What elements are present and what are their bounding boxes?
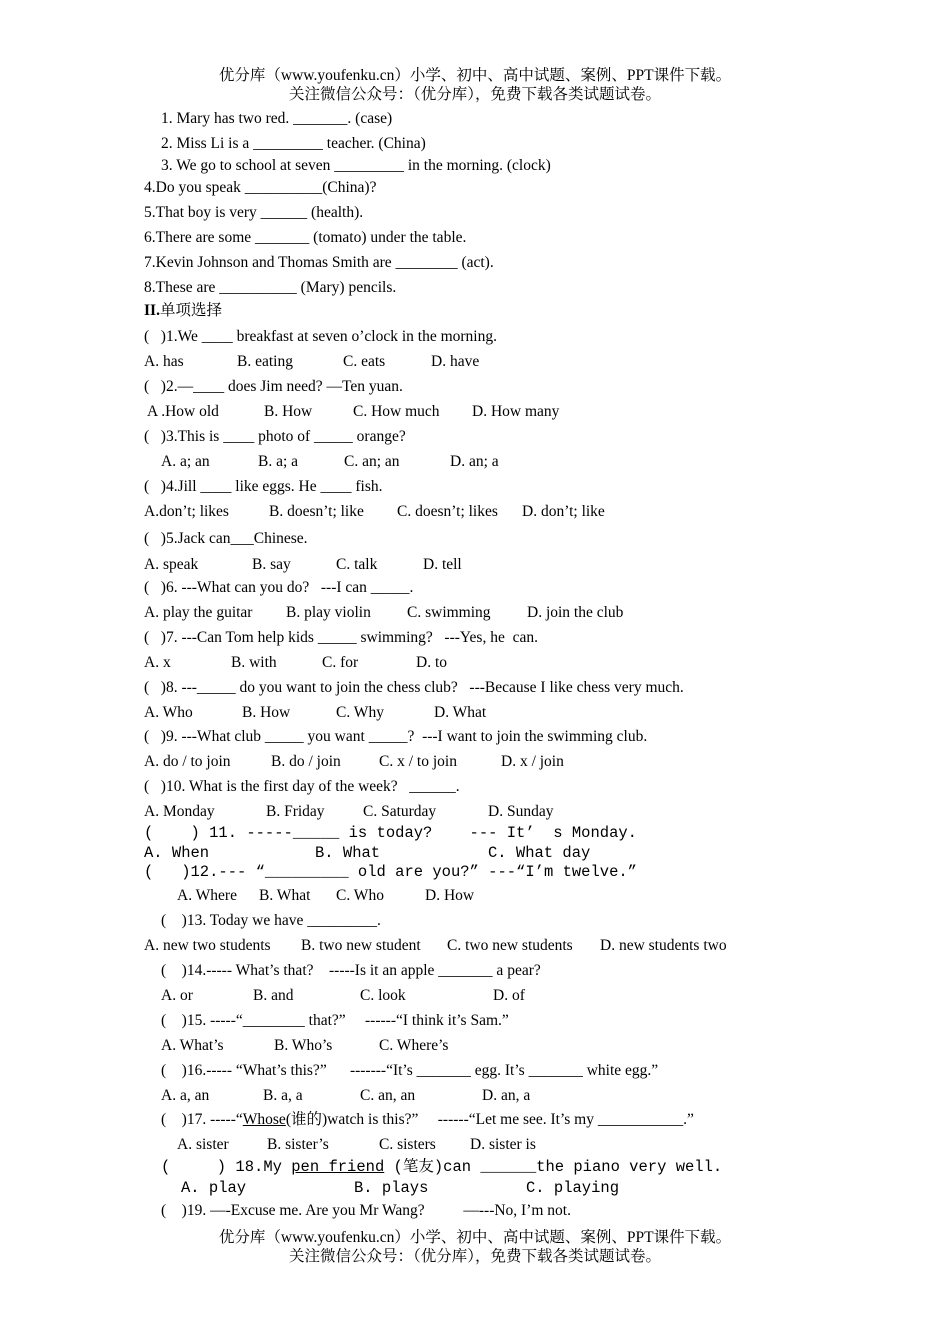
q7-option-c: C. for — [322, 654, 359, 671]
q16-option-b: B. a, a — [263, 1087, 303, 1104]
q13-option-c: C. two new students — [447, 937, 573, 954]
q3-option-a: A. a; an — [161, 453, 210, 470]
q17-option-d: D. sister is — [470, 1136, 536, 1153]
question-8: ( )8. ---_____ do you want to join the chess club? ---Because I like chess very much. — [144, 679, 684, 696]
q9-option-c: C. x / to join — [379, 753, 457, 770]
q18-option-c: C. playing — [526, 1179, 620, 1197]
q9-option-b: B. do / join — [271, 753, 341, 770]
question-7: ( )7. ---Can Tom help kids _____ swimming? ---Yes, he can. — [144, 629, 538, 646]
q3-option-b: B. a; a — [258, 453, 299, 470]
q10-option-b: B. Friday — [266, 803, 325, 820]
q9-option-a: A. do / to join — [144, 753, 231, 770]
question-18 — [161, 1160, 722, 1176]
q14-option-b: B. and — [253, 987, 294, 1004]
q6-option-a: A. play the guitar — [144, 604, 253, 621]
q17-rest: watch is this?” ------“Let me see. It’s my ___________.” — [327, 1111, 694, 1128]
question-15: ( )15. -----“________ that?” ------“I think it’s Sam.” — [161, 1012, 509, 1029]
q4-option-d: D. don’t; like — [522, 503, 605, 520]
q9-option-d: D. x / join — [501, 753, 564, 770]
footer-line-2: 关注微信公众号：（优分库），免费下载各类试题试卷。 — [288, 1248, 661, 1265]
q15-option-a: A. What’s — [161, 1037, 224, 1054]
q2-option-d: D. How many — [472, 403, 560, 420]
q2-option-b: B. How — [264, 403, 313, 420]
q17-chinese-gloss: (谁的) — [285, 1111, 328, 1128]
q1-option-a: A. has — [144, 353, 184, 370]
q18-option-a: A. play — [181, 1179, 247, 1197]
q6-option-d: D. join the club — [527, 604, 624, 621]
q2-option-a: A .How old — [147, 403, 219, 420]
q4-option-c: C. doesn’t; likes — [397, 503, 498, 520]
q17-option-b: B. sister’s — [267, 1136, 329, 1153]
q12-option-d: D. How — [425, 887, 475, 904]
part1-item-3: 3. We go to school at seven _________ in the morning. (clock) — [161, 157, 551, 174]
part1-item-1: 1. Mary has two red. _______. (case) — [161, 110, 393, 127]
q10-option-c: C. Saturday — [363, 803, 437, 820]
header-line-2: 关注微信公众号：（优分库），免费下载各类试题试卷。 — [288, 86, 661, 103]
header-line-1: 优分库（www.youfenku.cn）小学、初中、高中试题、案例、PPT课件下载。 — [218, 67, 732, 84]
q12-option-c: C. Who — [336, 887, 384, 904]
q8-option-d: D. What — [434, 704, 487, 721]
q11-option-a: A. When — [144, 844, 210, 862]
q2-option-c: C. How much — [353, 403, 440, 420]
q17-option-a: A. sister — [177, 1136, 229, 1153]
q4-option-a: A.don’t; likes — [144, 503, 229, 520]
question-14: ( )14.----- What’s that? -----Is it an apple _______ a pear? — [161, 962, 541, 979]
q6-option-b: B. play violin — [286, 604, 371, 621]
section-heading — [144, 303, 222, 319]
q18-option-b: B. plays — [354, 1179, 429, 1197]
q3-option-c: C. an; an — [344, 453, 400, 470]
q12-option-a: A. Where — [177, 887, 237, 904]
q3-option-d: D. an; a — [450, 453, 499, 470]
question-6: ( )6. ---What can you do? ---I can _____. — [144, 579, 414, 596]
q14-option-a: A. or — [161, 987, 193, 1004]
question-2: ( )2.—____ does Jim need? —Ten yuan. — [144, 378, 403, 395]
q18-rest: (笔友)can ______the piano very well. — [384, 1158, 723, 1176]
q12-option-b: B. What — [259, 887, 311, 904]
q13-option-b: B. two new student — [301, 937, 421, 954]
q1-option-d: D. have — [431, 353, 480, 370]
q7-option-b: B. with — [231, 654, 277, 671]
question-17 — [161, 1112, 694, 1128]
part1-item-2: 2. Miss Li is a _________ teacher. (China) — [161, 135, 426, 152]
q7-option-d: D. to — [416, 654, 447, 671]
q8-option-b: B. How — [242, 704, 291, 721]
q6-option-c: C. swimming — [407, 604, 491, 621]
part1-item-5: 5.That boy is very ______ (health). — [144, 204, 364, 221]
q14-option-d: D. of — [493, 987, 525, 1004]
q7-option-a: A. x — [144, 654, 171, 671]
q18-prefix: ( ) 18.My — [161, 1158, 292, 1176]
q4-option-b: B. doesn’t; like — [269, 503, 364, 520]
q10-option-a: A. Monday — [144, 803, 215, 820]
q16-option-d: D. an, a — [482, 1087, 531, 1104]
question-11: ( ) 11. -----_____ is today? --- It’ s Monday. — [144, 824, 637, 842]
part1-item-4: 4.Do you speak __________(China)? — [144, 179, 377, 196]
q5-option-c: C. talk — [336, 556, 378, 573]
q8-option-a: A. Who — [144, 704, 193, 721]
q5-option-d: D. tell — [423, 556, 462, 573]
q10-option-d: D. Sunday — [488, 803, 554, 820]
q18-underlined-phrase: pen friend — [291, 1158, 385, 1176]
q15-option-c: C. Where’s — [379, 1037, 449, 1054]
q11-option-c: C. What day — [488, 844, 591, 862]
question-4: ( )4.Jill ____ like eggs. He ____ fish. — [144, 478, 383, 495]
section-title: 单项选择 — [159, 302, 222, 319]
q13-option-d: D. new students two — [600, 937, 727, 954]
q17-option-c: C. sisters — [379, 1136, 436, 1153]
question-1: ( )1.We ____ breakfast at seven o’clock in the morning. — [144, 328, 497, 345]
question-13: ( )13. Today we have _________. — [161, 912, 381, 929]
q13-option-a: A. new two students — [144, 937, 271, 954]
q1-option-b: B. eating — [237, 353, 293, 370]
question-16: ( )16.----- “What’s this?” -------“It’s _______ egg. It’s _______ white egg.” — [161, 1062, 659, 1079]
q5-option-a: A. speak — [144, 556, 199, 573]
question-10: ( )10. What is the first day of the week? ______. — [144, 778, 460, 795]
q17-prefix: ( )17. -----“ — [161, 1111, 243, 1128]
q14-option-c: C. look — [360, 987, 406, 1004]
q16-option-a: A. a, an — [161, 1087, 210, 1104]
question-3: ( )3.This is ____ photo of _____ orange? — [144, 428, 406, 445]
q16-option-c: C. an, an — [360, 1087, 416, 1104]
q15-option-b: B. Who’s — [274, 1037, 333, 1054]
q5-option-b: B. say — [252, 556, 291, 573]
question-9: ( )9. ---What club _____ you want _____? ---I want to join the swimming club. — [144, 728, 648, 745]
part1-item-6: 6.There are some _______ (tomato) under the table. — [144, 229, 467, 246]
question-19: ( )19. —-Excuse me. Are you Mr Wang? —---No, I’m not. — [161, 1202, 571, 1219]
footer-line-1: 优分库（www.youfenku.cn）小学、初中、高中试题、案例、PPT课件下载。 — [218, 1229, 732, 1246]
part1-item-7: 7.Kevin Johnson and Thomas Smith are ________ (act). — [144, 254, 494, 271]
q17-underlined-word: Whose — [242, 1111, 286, 1128]
q8-option-c: C. Why — [336, 704, 384, 721]
question-5: ( )5.Jack can___Chinese. — [144, 530, 308, 547]
q1-option-c: C. eats — [343, 353, 386, 370]
q11-option-b: B. What — [315, 844, 381, 862]
question-12: ( )12.--- “_________ old are you?” ---“I’m twelve.” — [144, 863, 637, 881]
part1-item-8: 8.These are __________ (Mary) pencils. — [144, 279, 397, 296]
section-number: II. — [144, 302, 160, 319]
